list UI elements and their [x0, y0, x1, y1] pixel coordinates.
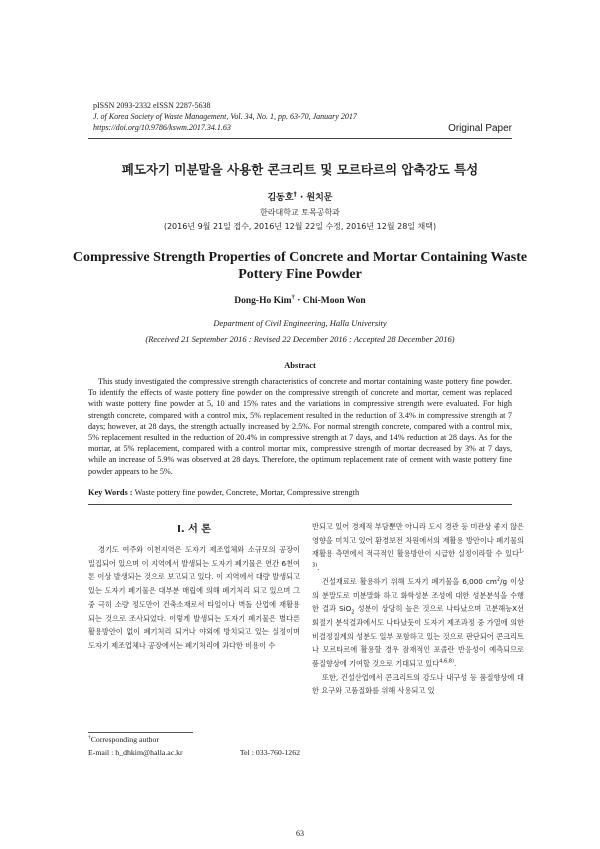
- korean-title: 폐도자기 미분말을 사용한 콘크리트 및 모르타르의 압축강도 특성: [121, 162, 479, 177]
- journal-meta: [93, 100, 357, 133]
- korean-dates: (2016년 9월 21일 접수, 2016년 12월 22일 수정, 2016년 12월 28일 채택): [163, 222, 437, 231]
- left-column: [88, 543, 300, 653]
- abstract-heading: Abstract: [284, 360, 316, 370]
- right-column: [312, 520, 524, 698]
- section-heading: I. 서 론: [177, 524, 211, 535]
- footnote-label: †Corresponding author: [88, 734, 159, 744]
- page-number: 63: [296, 829, 304, 838]
- doi[interactable]: https://doi.org/10.9786/kswm.2017.34.1.63: [93, 123, 231, 132]
- footnote-rule: [88, 732, 193, 733]
- korean-authors: 김동호† · 원치문: [267, 191, 333, 203]
- english-dates: (Received 21 September 2016 : Revised 22 December 2016 : Accepted 28 December 2016): [145, 334, 455, 344]
- footnote-contact: [88, 748, 300, 757]
- footnote-email[interactable]: E-mail : h_dhkim@halla.ac.kr: [88, 748, 183, 757]
- issn: pISSN 2093-2332 eISSN 2287-5638: [93, 101, 211, 110]
- intro-paragraph-2: 건설재료로 활용하기 위해 도자기 폐기물을 6,000 $cm^2/g$ 이상의 분말도로 미분말화 하고 화학성분 조성에 대한 성분분석을 수행한 결과 SiO$_2$ 성분이 상당히 높은 것으로 나타났으며 고분해능X선 회절기 분석결과에서도 나타났듯이 도자기 제조과정 중 가열에 의한 비결정질계의 성분도 일부 포함하고 있는 것으로 판단되어 콘크리트나 모르타르에 활용할 경우 잠재적인 포졸란 반응성이 예측되므로 품질향상에 기여할 것으로 기대되고 있다$^{4,6,8)}$.: [312, 576, 525, 669]
- footnote-tel: Tel : 033-760-1262: [239, 748, 300, 757]
- intro-paragraph: 경기도 여주와 이천지역은 도자기 제조업체와 소규모의 공장이 밀집되어 있으며 이 지역에서 발생되는 도자기 폐기물은 연간 6천여톤 이상 발생되는 것으로 보고되고 있다. 이 지역에서 대량 발생되고 있는 도자기 폐기물은 대부분 매립에 의해 폐기처리 되고 있으며 그중 극히 소량 정도만이 건축소재로서 타일이나 벽돌 산업에 재활용되는 것으로 조사되었다. 이렇게 발생되는 도자기 폐기물은 별다른 활용방안이 없이 폐기처리 되거나 야외에 방치되고 있는 실정이며 도자기 제조업체나 공장에서는 폐기처리에 과다한 비용이 수: [88, 545, 300, 650]
- english-affiliation: Department of Civil Engineering, Halla University: [213, 318, 387, 328]
- english-authors: Dong-Ho Kim† · Chi-Moon Won: [234, 293, 366, 306]
- abstract-rule: [88, 504, 512, 505]
- intro-paragraph-cont: 반되고 있어 경제적 부담뿐만 아니라 도시 경관 등 미관상 좋지 않은 영향을 미치고 있어 환경보전 차원에서의 재활용 방안이나 폐기물의 재활용 측면에서 적극적인 활용방안이 시급한 실정이라할 수 있다$^{1-3)}$.: [312, 522, 524, 573]
- abstract-text: This study investigated the compressive strength characteristics of concrete and mortar containing waste pottery fine powder. To identify the effects of waste pottery fine powder on the compressive strength of concrete and mortar, cement was replaced with waste pottery fine powder at 5, 10 and 15% rates and the variations in compressive strength were evaluated. For high strength concrete, compared with a control mix, 5% replacement resulted in the reduction of 3.4% in compressive strength at 7 days; however, at 28 days, the strength actually increased by 2.5%. For normal strength concrete, compared with a control mix, 5% replacement resulted in the reduction of 20.4% in compressive strength at 7 days, and 14% reduction at 28 days. As for the mortar, at 5% replacement, compared with a control mortar mix, compressive strength of mortar decreased by 3% at 7 days, while an increase of 5.9% was observed at 28 days. Therefore, the optimum replacement rate of cement with waste pottery fine powder appears to be 5%.: [88, 377, 512, 476]
- keywords: Key Words : Waste pottery fine powder, Concrete, Mortar, Compressive strength: [88, 488, 360, 497]
- korean-affiliation: 한라대학교 토목공학과: [260, 208, 340, 217]
- english-title: Compressive Strength Properties of Concrete and Mortar Containing Waste Pottery Fine Powder: [72, 250, 528, 282]
- intro-paragraph-3: 또한, 건설산업에서 콘크리트의 강도나 내구성 등 품질향상에 대한 요구와 고품질화를 위해 사용되고 있: [312, 672, 524, 696]
- journal-citation: J. of Korea Society of Waste Management, Vol. 34, No. 1, pp. 63-70, January 2017: [93, 112, 357, 121]
- header-rule: [88, 138, 512, 139]
- article-type: Original Paper: [448, 123, 512, 134]
